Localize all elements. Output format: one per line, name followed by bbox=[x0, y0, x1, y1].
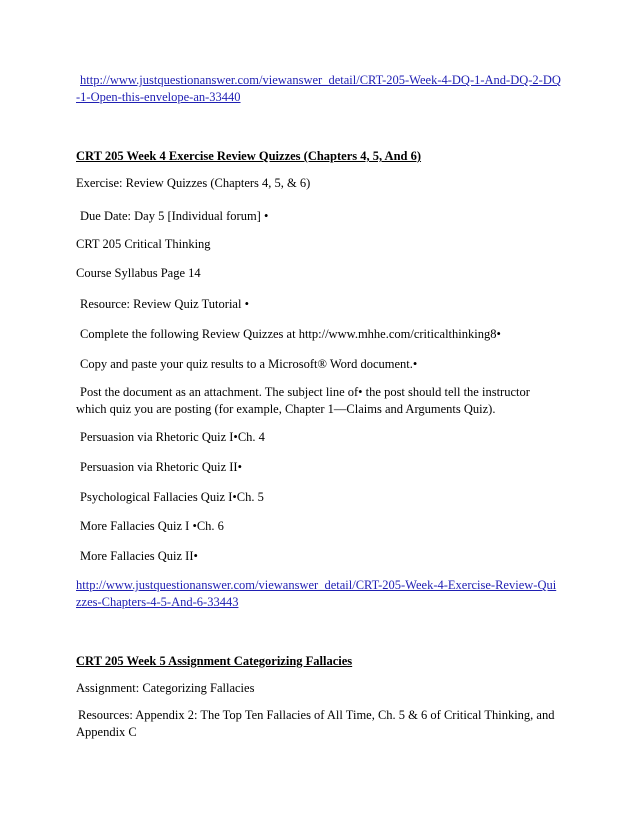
quiz-item: Persuasion via Rhetoric Quiz I•Ch. 4 bbox=[80, 430, 265, 444]
resources-line: Resources: Appendix 2: The Top Ten Fallacies of All Time, Ch. 5 & 6 of Critical Thinking, and Appendix C bbox=[76, 708, 555, 739]
exercise-link[interactable] bbox=[76, 577, 561, 611]
syllabus-line: Course Syllabus Page 14 bbox=[76, 266, 201, 280]
post-instructions: Post the document as an attachment. The subject line of• the post should tell the instructor which quiz you are posting (for example, Chapter 1—Claims and Arguments Quiz). bbox=[76, 385, 530, 416]
course-name-line: CRT 205 Critical Thinking bbox=[76, 237, 211, 251]
section-heading-week5-assignment: CRT 205 Week 5 Assignment Categorizing Fallacies bbox=[76, 654, 353, 668]
dq-link[interactable] bbox=[76, 72, 561, 106]
exercise-line: Exercise: Review Quizzes (Chapters 4, 5, & 6) bbox=[76, 176, 311, 190]
due-date-line: Due Date: Day 5 [Individual forum] • bbox=[80, 209, 269, 223]
dq-link-text[interactable]: http://www.justquestionanswer.com/viewanswer_detail/CRT-205-Week-4-DQ-1-And-DQ-2-DQ-1-Open-this-envelope-an-33440 bbox=[76, 73, 561, 104]
exercise-link-text[interactable]: http://www.justquestionanswer.com/viewanswer_detail/CRT-205-Week-4-Exercise-Review-Quizzes-Chapters-4-5-And-6-33443 bbox=[76, 578, 557, 609]
quiz-item: More Fallacies Quiz II• bbox=[80, 549, 198, 563]
quiz-item: Persuasion via Rhetoric Quiz II• bbox=[80, 460, 242, 474]
copy-paste-line: Copy and paste your quiz results to a Microsoft® Word document.• bbox=[80, 357, 418, 371]
quiz-item: More Fallacies Quiz I •Ch. 6 bbox=[80, 519, 224, 533]
quiz-item: Psychological Fallacies Quiz I•Ch. 5 bbox=[80, 490, 264, 504]
section-heading-week4-exercise: CRT 205 Week 4 Exercise Review Quizzes (Chapters 4, 5, And 6) bbox=[76, 149, 422, 163]
complete-quizzes-line: Complete the following Review Quizzes at http://www.mhhe.com/criticalthinking8• bbox=[80, 327, 501, 341]
resource-line: Resource: Review Quiz Tutorial • bbox=[80, 297, 249, 311]
assignment-line: Assignment: Categorizing Fallacies bbox=[76, 681, 255, 695]
